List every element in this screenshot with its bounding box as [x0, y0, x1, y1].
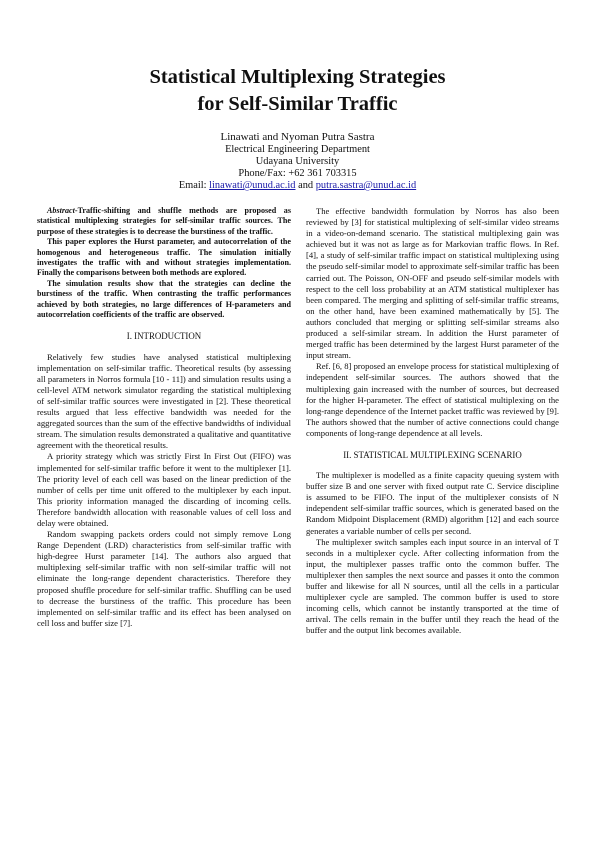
author-department: Electrical Engineering Department [225, 144, 370, 155]
author-block [0, 131, 595, 192]
email-label: Email: [178, 180, 207, 191]
author-names: Linawati and Nyoman Putra Sastra [220, 131, 375, 143]
author-email-line [0, 180, 595, 192]
right-column [306, 206, 559, 636]
abstract [37, 206, 291, 320]
email-link-1[interactable]: linawati@unud.ac.id [209, 180, 296, 191]
email-link-2[interactable]: putra.sastra@unud.ac.id [315, 180, 417, 191]
section-heading-scenario: II. STATISTICAL MULTIPLEXING SCENARIO [343, 449, 522, 460]
title-line-2: for Self-Similar Traffic [197, 93, 398, 115]
section-heading-introduction: I. INTRODUCTION [126, 331, 202, 342]
abstract-paragraph-1 [37, 206, 291, 237]
scenario-paragraph-2: The multiplexer switch samples each input source in an interval of T seconds in a multiplexer cycle. After collecting information from the input, the multiplexer passes traffic onto the common buffer. The multiplexer then samples the next source and passes it onto the common buffer and likewise for all N sources, until all the cells in a particular multiplexer cycle are sampled. The common buffer is used to store incoming cells, which cannot be instantly transported at the time of arrival. The cells remain in the buffer until they reach the head of the buffer and the output link becomes available. [306, 536, 559, 636]
abstract-label: Abstract [47, 206, 75, 215]
email-and: and [298, 180, 314, 191]
abstract-paragraph-2: This paper explores the Hurst parameter, and autocorrelation of the homogenous and heterogeneous traffic. The simulation initially investigates the traffic with and without strategies implementation. Finally the comparisons between both methods are explored. [37, 237, 291, 278]
paper-title [0, 64, 595, 118]
intro-paragraph-3: Random swapping packets orders could not simply remove Long Range Dependent (LRD) characteristics from self-similar traffic with high-degree Hurst parameter [14]. The authors also argued that multiplexing self-similar traffic with non self-similar traffic will not eliminate the long-range dependent characteristics. Therefore they proposed shuffle procedure for self-similar traffic. Shuffling can be used to decrease the burstiness of the traffic. This procedure has been implemented on self-similar traffic and its effect has been analysed on cell loss and buffer size [7]. [37, 529, 291, 628]
left-column [37, 206, 291, 629]
scenario-paragraph-1: The multiplexer is modelled as a finite capacity queuing system with buffer size B and one server with fixed output rate C. Service discipline is assumed to be FIFO. The input of the multiplexer consists of N independent self-similar traffic sources, which is generated based on the Random Midpoint Displacement (RMD) algorithm [12] and each source generates a variable number of cells per second. [306, 470, 559, 536]
intro-paragraph-2: A priority strategy which was strictly First In First Out (FIFO) was implemented for self-similar traffic before it went to the multiplexer [1]. The priority level of each cell was based on the linear prediction of the number of cells per time unit offered to the multiplexer by each input. This priority information managed the discarding of incoming cells. Therefore bandwidth allocation with reasonable values of cell loss and delay were obtained. [37, 451, 291, 528]
author-university: Udayana University [255, 156, 340, 167]
intro-paragraph-4: The effective bandwidth formulation by Norros has also been reviewed by [3] for statistical multiplexing of self-similar video streams in a video-on-demand scenario. The statistical multiplexing gain was achieved but it was not as large as for Markovian traffic flows. In Ref. [4], a study of self-similar traffic impact on statistical multiplexing using the pseudo self-similar model to approximate self-similar traffic has been carried out. The Poisson, ON-OFF and pseudo self-similar models with respect to the cell loss probability at an ATM statistical multiplexer has been compared. The merging and splitting of self-similar traffic streams, on the other hand, have been examined mathematically by [5]. The authors concluded that merging or splitting self-similar streams also produced a self-similar stream. In addition the Hurst parameter of merged traffic has been determined by the largest Hurst parameter of the input stream. [306, 206, 559, 361]
author-phone: Phone/Fax: +62 361 703315 [238, 168, 357, 179]
intro-paragraph-1: Relatively few studies have analysed statistical multiplexing implementation on self-similar traffic. Theoretical results (by assessing all parameters in Norros formula [10 - 11]) and simulation results using a cell-level ATM network simulator regarding the statistical multiplexing of self-similar traffic sources were investigated in [2]. These theoretical results argued that less effective bandwidth was needed for the aggregated sources than the sum of the effective bandwidths of individual stream. The simulation results demonstrated a qualitative and quantitative agreement with the theoretical results. [37, 351, 291, 451]
abstract-text-1: -Traffic-shifting and shuffle methods are proposed as statistical multiplexing strategies for self-similar traffic sources. The purpose of these strategies is to decrease the burstiness of the traffic. [37, 206, 291, 236]
abstract-paragraph-3: The simulation results show that the strategies can decline the burstiness of the traffic. When contrasting the traffic performances achieved by both strategies, no large differences of H-parameters and autocorrelation coefficients of the traffic are observed. [37, 278, 291, 320]
title-line-1: Statistical Multiplexing Strategies [149, 66, 446, 88]
intro-paragraph-5: Ref. [6, 8] proposed an envelope process for statistical multiplexing of independent self-similar sources. The authors showed that the multiplexing gain increased with the number of sources, but decreased for the higher H-parameter. The effect of statistical multiplexing on the long-range dependence of the Internet packet traffic was reviewed by [9]. The authors showed that the number of active connections could change components of long-range dependence at all levels. [306, 361, 559, 438]
